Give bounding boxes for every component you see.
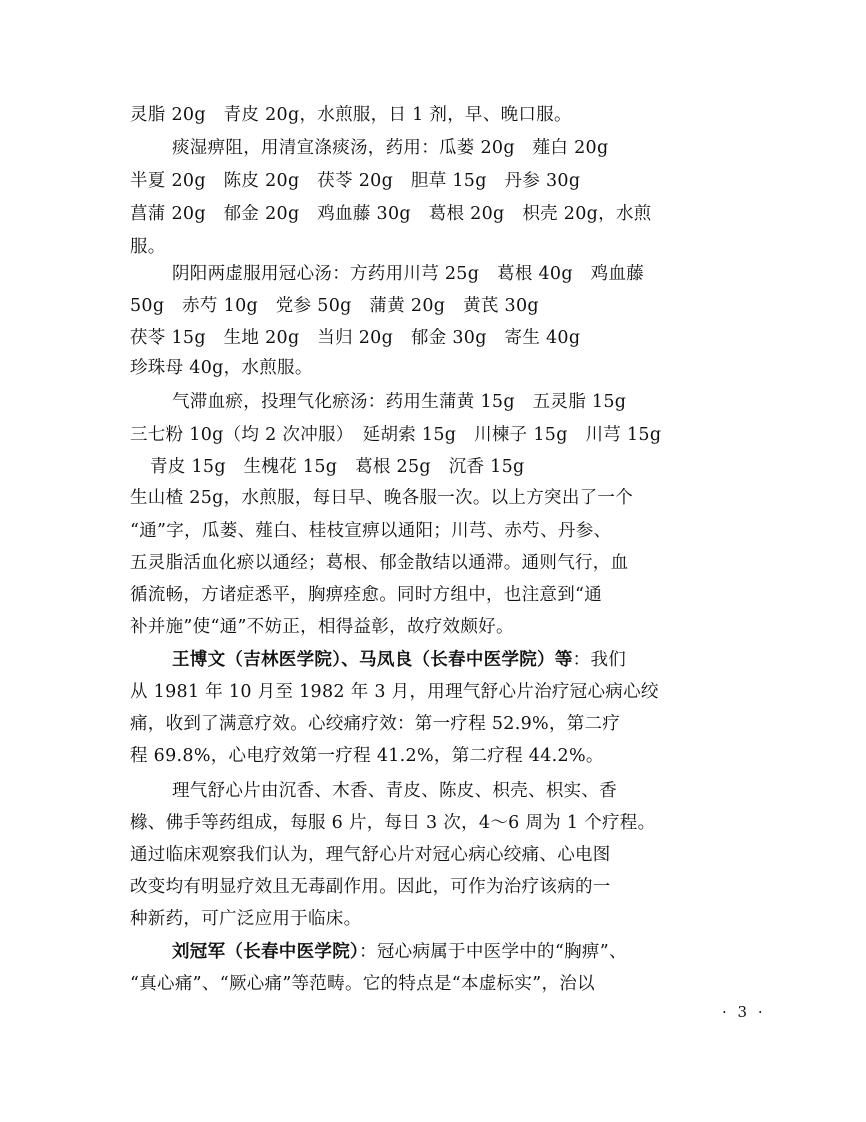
text-line: 生山楂 25g，水煎服，每日早、晚各服一次。以上方突出了一个 [130, 488, 634, 508]
text-line: 理气舒心片由沉香、木香、青皮、陈皮、枳壳、枳实、香 [172, 781, 617, 801]
text-line: 种新药，可广泛应用于临床。 [130, 909, 362, 929]
text-line: 阴阳两虚服用冠心汤：方药用川芎 25g 葛根 40g 鸡血藤 [172, 264, 645, 284]
text-line: 珍珠母 40g，水煎服。 [130, 358, 313, 378]
text-line: 痛，收到了满意疗效。心绞痛疗效：第一疗程 52.9%，第二疗 [130, 714, 621, 734]
text-line: 五灵脂活血化瘀以通经；葛根、郁金散结以通滞。通则气行，血 [130, 553, 629, 573]
text-line: 补并施”使“通”不妨正，相得益彰，故疗效颇好。 [130, 617, 514, 637]
author-name: 王博文（吉林医学院）、马凤良（长春中医学院）等 [172, 650, 573, 670]
text-line: 服。 [130, 237, 166, 257]
text-line: 气滞血瘀，投理气化瘀汤：药用生蒲黄 15g 五灵脂 15g [172, 392, 627, 412]
author-name: 刘冠军（长春中医学院） [172, 942, 360, 962]
text-line: 半夏 20g 陈皮 20g 茯苓 20g 胆草 15g 丹参 30g [130, 171, 581, 191]
lead-text: ：冠心病属于中医学中的“胸痹”、 [359, 942, 627, 962]
text-line: 通过临床观察我们认为，理气舒心片对冠心病心绞痛、心电图 [130, 845, 611, 865]
text-line: 改变均有明显疗效且无毒副作用。因此，可作为治疗该病的一 [130, 877, 611, 897]
text-line: 灵脂 20g 青皮 20g，水煎服，日 1 剂，早、晚口服。 [130, 105, 572, 125]
text-line: 橼、佛手等药组成，每服 6 片，每日 3 次，4～6 周为 1 个疗程。 [130, 813, 656, 833]
page-number: · 3 · [722, 1003, 766, 1021]
text-line: 从 1981 年 10 月至 1982 年 3 月，用理气舒心片治疗冠心病心绞 [130, 682, 659, 702]
lead-text: ：我们 [572, 650, 627, 670]
text-line: 50g 赤芍 10g 党参 50g 蒲黄 20g 黄芪 30g [130, 296, 539, 316]
text-line: 循流畅，方诸症悉平，胸痹痊愈。同时方组中，也注意到“通 [130, 585, 603, 605]
paragraph-liu-first-line [172, 940, 627, 964]
paragraph-wang-first-line [172, 648, 626, 672]
text-line: “通”字，瓜蒌、薤白、桂枝宣痹以通阳；川芎、赤芍、丹参、 [130, 521, 612, 541]
text-line: 三七粉 10g（均 2 次冲服） 延胡索 15g 川楝子 15g 川芎 15g [130, 425, 662, 445]
text-line: “真心痛”、“厥心痛”等范畴。它的特点是“本虚标实”，治以 [130, 974, 595, 994]
text-line: 茯苓 15g 生地 20g 当归 20g 郁金 30g 寄生 40g [130, 328, 581, 348]
text-line: 青皮 15g 生槐花 15g 葛根 25g 沉香 15g [150, 457, 525, 477]
text-line: 痰湿痹阻，用清宣涤痰汤，药用：瓜蒌 20g 薤白 20g [172, 138, 609, 158]
text-line: 程 69.8%，心电疗效第一疗程 41.2%，第二疗程 44.2%。 [130, 746, 604, 766]
text-line: 菖蒲 20g 郁金 20g 鸡血藤 30g 葛根 20g 枳壳 20g，水煎 [130, 204, 652, 224]
